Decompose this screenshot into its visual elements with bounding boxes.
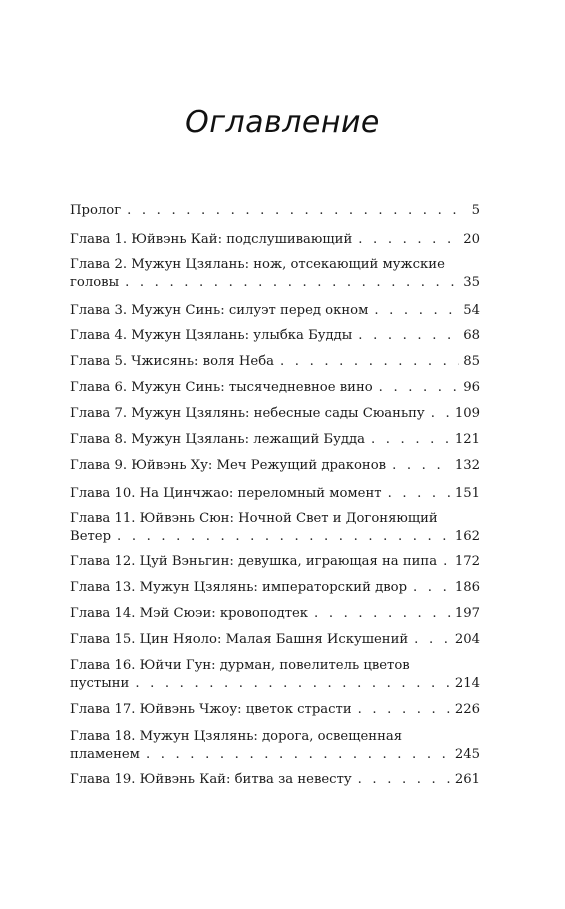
toc-entry-page: 226 [454, 702, 480, 717]
toc-entry-page: 162 [454, 529, 480, 544]
toc-entry-label: Глава 4. Мужун Цзялань: улыбка Будды [70, 328, 353, 343]
toc-entry-chapter-7 [70, 405, 480, 423]
dot-leader [413, 579, 451, 597]
dot-leader [371, 431, 451, 449]
toc-entry-label: пустыни [70, 676, 130, 691]
toc-entry-first-line: Глава 11. Юйвэнь Сюн: Ночной Свет и Догоняющий [70, 511, 438, 526]
toc-entry-page: 214 [454, 676, 480, 691]
toc-entry-label: Глава 15. Цин Няоло: Малая Башня Искушений [70, 632, 409, 647]
toc-entry-first-line: Глава 16. Юйчи Гун: дурман, повелитель цветов [70, 658, 410, 673]
table-of-contents [70, 202, 480, 789]
dot-leader [117, 528, 451, 546]
toc-entry-label: Глава 6. Мужун Синь: тысячедневное вино [70, 380, 373, 395]
toc-entry-chapter-10 [70, 485, 480, 503]
toc-entry-page: 151 [454, 486, 480, 501]
toc-entry-page: 20 [463, 232, 480, 247]
toc-entry-label: Глава 17. Юйвэнь Чжоу: цветок страсти [70, 702, 352, 717]
dot-leader [127, 202, 468, 220]
toc-entry-label: Глава 5. Чжисянь: воля Неба [70, 354, 275, 369]
dot-leader [443, 553, 451, 571]
toc-entry-chapter-3 [70, 302, 480, 320]
dot-leader [314, 605, 451, 623]
toc-entry-label: Ветер [70, 529, 112, 544]
toc-entry-label: Глава 13. Мужун Цзялянь: императорский двор [70, 580, 408, 595]
toc-entry-label: Глава 8. Мужун Цзялань: лежащий Будда [70, 432, 365, 447]
toc-entry-page: 132 [454, 458, 480, 473]
toc-entry-page: 96 [463, 380, 480, 395]
toc-entry-chapter-8 [70, 431, 480, 449]
toc-entry-chapter-14 [70, 605, 480, 623]
dot-leader [374, 302, 459, 320]
toc-entry-page: 5 [471, 203, 480, 218]
toc-entry-label: Глава 14. Мэй Сюэи: кровоподтек [70, 606, 309, 621]
toc-entry-label: Глава 7. Мужун Цзялянь: небесные сады Сюаньпу [70, 406, 425, 421]
toc-entry-page: 35 [463, 275, 480, 290]
toc-entry-page: 54 [463, 303, 480, 318]
toc-entry-label: Пролог [70, 203, 122, 218]
toc-entry-page: 109 [454, 406, 480, 421]
toc-entry-page: 245 [454, 747, 480, 762]
dot-leader [392, 457, 451, 475]
toc-entry-chapter-15 [70, 631, 480, 649]
dot-leader [388, 485, 451, 503]
toc-entry-label: Глава 9. Юйвэнь Ху: Меч Режущий драконов [70, 458, 387, 473]
toc-entry-chapter-2 [70, 256, 480, 292]
toc-entry-chapter-18 [70, 728, 480, 764]
toc-entry-chapter-19 [70, 771, 480, 789]
dot-leader [358, 771, 451, 789]
dot-leader [431, 405, 451, 423]
dot-leader [146, 746, 451, 764]
toc-entry-page: 186 [454, 580, 480, 595]
toc-entry-first-line: Глава 2. Мужун Цзялань: нож, отсекающий мужские [70, 257, 445, 272]
toc-entry-page: 172 [454, 554, 480, 569]
dot-leader [135, 675, 451, 693]
dot-leader [358, 231, 459, 249]
toc-entry-label: Глава 19. Юйвэнь Кай: битва за невесту [70, 772, 352, 787]
toc-entry-chapter-9 [70, 457, 480, 475]
toc-entry-chapter-12 [70, 553, 480, 571]
toc-entry-page: 204 [454, 632, 480, 647]
toc-entry-chapter-4 [70, 327, 480, 345]
toc-entry-label: Глава 10. На Цинчжао: переломный момент [70, 486, 382, 501]
toc-entry-chapter-1 [70, 231, 480, 249]
toc-entry-label: Глава 12. Цуй Вэньгин: девушка, играющая на пипа [70, 554, 438, 569]
toc-entry-chapter-5 [70, 353, 480, 371]
dot-leader [280, 353, 459, 371]
toc-entry-chapter-16 [70, 657, 480, 693]
toc-entry-first-line: Глава 18. Мужун Цзялянь: дорога, освещенная [70, 729, 403, 744]
toc-entry-label: пламенем [70, 747, 140, 762]
dot-leader [414, 631, 451, 649]
toc-entry-chapter-6 [70, 379, 480, 397]
toc-entry-chapter-11 [70, 510, 480, 546]
toc-entry-chapter-13 [70, 579, 480, 597]
page-title: Оглавление [185, 105, 380, 140]
toc-entry-label: Глава 1. Юйвэнь Кай: подслушивающий [70, 232, 353, 247]
toc-entry-label: головы [70, 275, 120, 290]
dot-leader [358, 327, 459, 345]
dot-leader [358, 701, 451, 719]
dot-leader [125, 274, 459, 292]
dot-leader [379, 379, 460, 397]
toc-entry-page: 121 [454, 432, 480, 447]
toc-entry-prologue [70, 202, 480, 220]
toc-entry-page: 261 [454, 772, 480, 787]
toc-entry-page: 68 [463, 328, 480, 343]
toc-entry-chapter-17 [70, 701, 480, 719]
toc-entry-page: 85 [463, 354, 480, 369]
toc-entry-page: 197 [454, 606, 480, 621]
toc-entry-label: Глава 3. Мужун Синь: силуэт перед окном [70, 303, 369, 318]
